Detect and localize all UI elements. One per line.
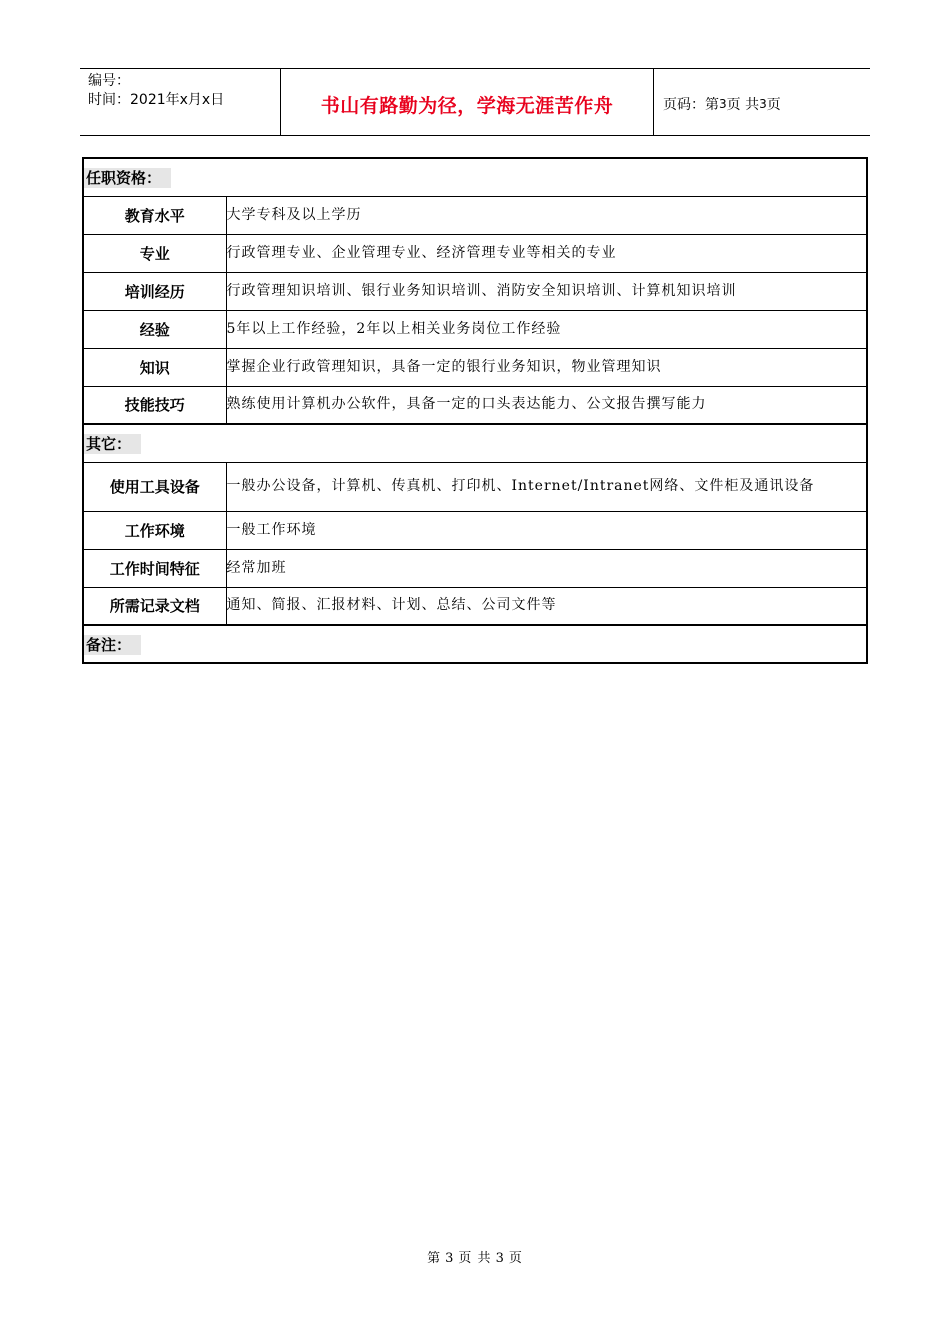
document-number-label: 编号： [88, 73, 130, 89]
footer-suffix: 页 [508, 1251, 523, 1266]
row-label: 工作时间特征 [83, 549, 226, 587]
table-row [83, 310, 867, 348]
table-row [83, 234, 867, 272]
row-value: 通知、简报、汇报材料、计划、总结、公司文件等 [226, 587, 867, 625]
section-qualifications-title: 任职资格： [83, 158, 867, 196]
header-page-info [654, 69, 870, 135]
table-row [83, 196, 867, 234]
footer-total: 3 [495, 1251, 505, 1266]
footer-prefix: 第 [427, 1251, 442, 1266]
table-row [83, 272, 867, 310]
row-label: 工作环境 [83, 511, 226, 549]
section-other-title: 其它： [83, 424, 867, 462]
page-suffix: 页 [766, 97, 781, 113]
header-meta [80, 69, 281, 135]
row-value: 一般办公设备，计算机、传真机、打印机、Internet/Intranet网络、文件柜及通讯设备 [226, 462, 867, 511]
row-value: 行政管理专业、企业管理专业、经济管理专业等相关的专业 [226, 234, 867, 272]
table-row [83, 462, 867, 511]
row-label: 培训经历 [83, 272, 226, 310]
section-qualifications-row [83, 158, 867, 196]
row-label: 使用工具设备 [83, 462, 226, 511]
section-remarks-row [83, 625, 867, 663]
footer-mid: 页 共 [458, 1251, 492, 1266]
row-label: 技能技巧 [83, 386, 226, 424]
row-label: 教育水平 [83, 196, 226, 234]
document-time-label: 时间：2021年x月x日 [88, 92, 225, 108]
table-row [83, 348, 867, 386]
header-motto: 书山有路勤为径，学海无涯苦作舟 [320, 94, 614, 117]
page-total: 3 [759, 97, 767, 111]
row-value: 大学专科及以上学历 [226, 196, 867, 234]
page-footer [0, 1247, 950, 1266]
row-value: 行政管理知识培训、银行业务知识培训、消防安全知识培训、计算机知识培训 [226, 272, 867, 310]
row-value: 经常加班 [226, 549, 867, 587]
row-label: 经验 [83, 310, 226, 348]
table-row [83, 549, 867, 587]
section-other-row [83, 424, 867, 462]
row-label: 专业 [83, 234, 226, 272]
page-mid: 页 共 [726, 97, 760, 113]
row-label: 知识 [83, 348, 226, 386]
row-label: 所需记录文档 [83, 587, 226, 625]
footer-current: 3 [445, 1251, 455, 1266]
row-value: 一般工作环境 [226, 511, 867, 549]
page-current: 3 [719, 97, 727, 111]
row-value: 掌握企业行政管理知识，具备一定的银行业务知识，物业管理知识 [226, 348, 867, 386]
job-description-table [82, 157, 868, 664]
table-row [83, 386, 867, 424]
table-row [83, 587, 867, 625]
row-value: 熟练使用计算机办公软件，具备一定的口头表达能力、公文报告撰写能力 [226, 386, 867, 424]
section-remarks-title: 备注： [83, 625, 867, 663]
page-header [80, 68, 870, 136]
row-value: 5年以上工作经验，2年以上相关业务岗位工作经验 [226, 310, 867, 348]
table-row [83, 511, 867, 549]
header-motto-cell [281, 69, 654, 135]
page-prefix: 页码：第 [663, 97, 719, 113]
